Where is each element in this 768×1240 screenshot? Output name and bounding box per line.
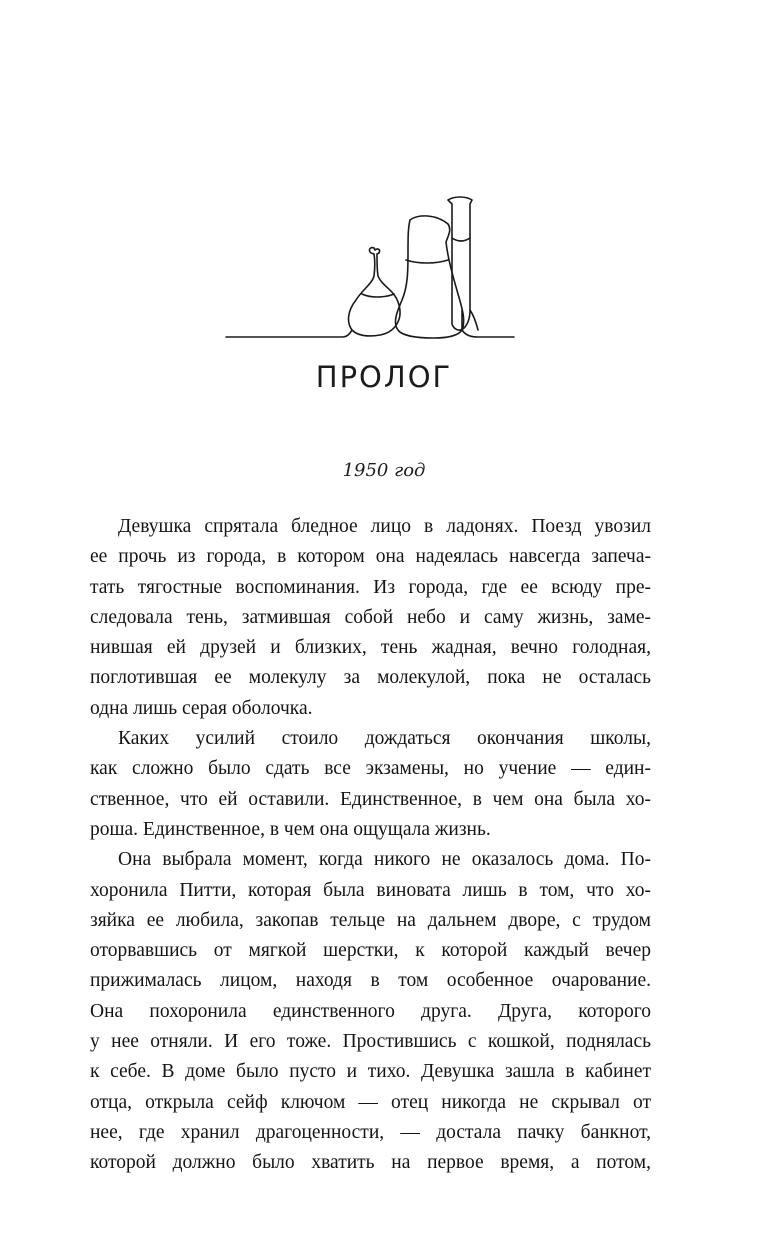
text-line: зяйка ее любила, закопав тельце на дальнем дворе, с трудом bbox=[90, 909, 651, 931]
text-line: нившая ей друзей и близких, тень жадная, вечно голодная, bbox=[90, 637, 651, 659]
paragraph-1 bbox=[90, 512, 651, 724]
cylinder-outline bbox=[448, 197, 472, 330]
text-line: Она выбрала момент, когда никого не оказалось дома. По- bbox=[118, 849, 651, 871]
body-text bbox=[90, 512, 651, 1179]
lab-glassware-icon bbox=[222, 190, 518, 345]
text-line: одна лишь серая оболочка. bbox=[90, 697, 313, 719]
paragraph-3 bbox=[90, 845, 651, 1178]
text-line: оторвавшись от мягкой шерстки, к которой каждый вечер bbox=[90, 940, 651, 962]
text-line: ее прочь из города, в котором она надеялась навсегда запеча- bbox=[90, 546, 651, 568]
text-line: поглотившая ее молекулу за молекулой, пока не осталась bbox=[90, 667, 651, 689]
text-line: отца, открыла сейф ключом — отец никогда не скрывал от bbox=[90, 1091, 651, 1113]
beaker-liquid bbox=[406, 260, 448, 263]
beaker-outline bbox=[395, 216, 463, 338]
text-line: Она похоронила единственного друга. Друга, которого bbox=[90, 1000, 651, 1022]
text-line: Каких усилий стоило дождаться окончания школы, bbox=[118, 728, 651, 750]
text-line: как сложно было сдать все экзамены, но учение — един- bbox=[90, 758, 651, 780]
text-line: роша. Единственное, в чем она ощущала жизнь. bbox=[90, 818, 491, 840]
small-flask-liquid bbox=[362, 294, 394, 297]
text-line: тать тягостные воспоминания. Из города, где ее всюду пре- bbox=[90, 576, 651, 598]
text-line: Девушка спрятала бледное лицо в ладонях. Поезд увозил bbox=[118, 516, 651, 537]
small-flask-outline bbox=[349, 248, 400, 336]
text-line: ственное, что ей оставили. Единственное, в чем она была хо- bbox=[90, 788, 651, 810]
text-line: хоронила Питти, которая была виновата лишь в том, что хо- bbox=[90, 879, 651, 901]
cylinder-liquid bbox=[452, 238, 470, 241]
chapter-year: 1950 год bbox=[342, 460, 426, 481]
text-line: которой должно было хватить на первое время, а потом, bbox=[90, 1152, 651, 1174]
text-line: прижималась лицом, находя в том особенное очарование. bbox=[90, 970, 651, 992]
paragraph-2 bbox=[90, 724, 651, 845]
text-line: у нее отняли. И его тоже. Простившись с кошкой, поднялась bbox=[90, 1031, 651, 1053]
text-line: следовала тень, затмившая собой небо и саму жизнь, заме- bbox=[90, 606, 651, 628]
text-line: нее, где хранил драгоценности, — достала пачку банкнот, bbox=[90, 1121, 651, 1143]
text-line: к себе. В доме было пусто и тихо. Девушка зашла в кабинет bbox=[90, 1061, 651, 1083]
chapter-title: ПРОЛОГ bbox=[315, 360, 453, 394]
